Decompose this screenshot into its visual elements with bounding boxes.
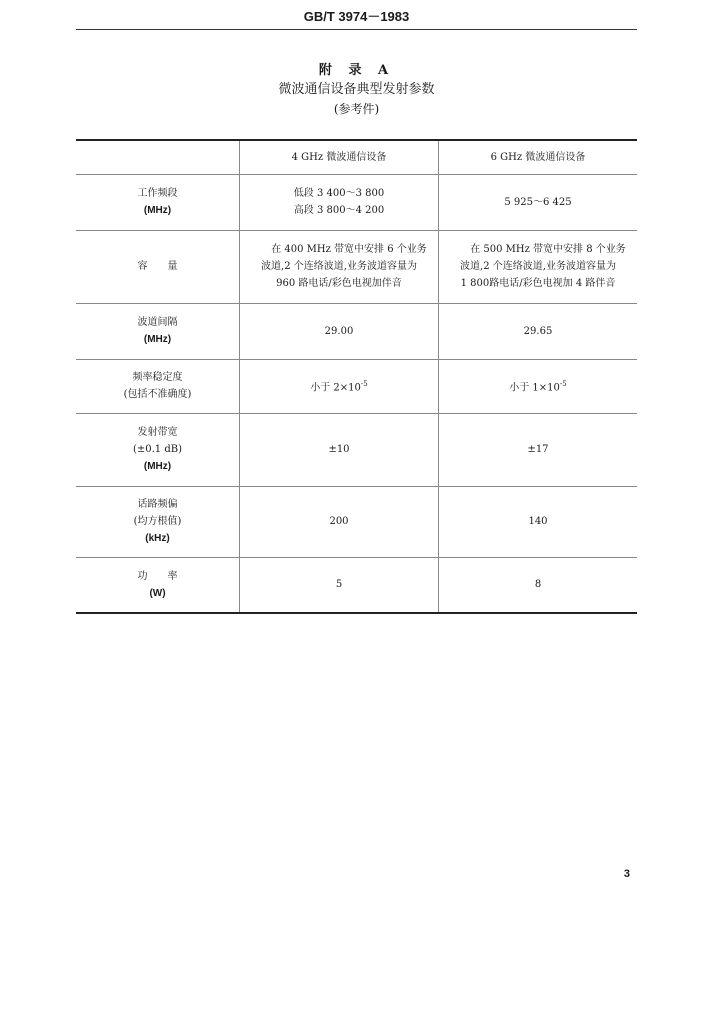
value-cell-6ghz: ±17: [439, 413, 638, 486]
table-row: [76, 174, 637, 230]
param-cell: [76, 486, 240, 557]
param-unit: (MHz): [143, 334, 172, 345]
value-text: 小于 2×10: [310, 382, 361, 394]
value-line: 960 路电话/彩色电视加伴音: [276, 278, 402, 289]
value-cell-6ghz: [439, 359, 638, 413]
table-row: [76, 486, 637, 557]
value-cell-4ghz: 29.00: [240, 303, 439, 359]
table-row: [76, 413, 637, 486]
param-unit: (kHz): [145, 533, 170, 544]
table-row: [76, 359, 637, 413]
annex-title-block: [76, 62, 637, 118]
parameters-table: [76, 139, 637, 614]
param-label: 功 率: [137, 570, 178, 582]
value-cell-6ghz: [439, 230, 638, 303]
param-label: 波道间隔: [137, 317, 178, 328]
value-cell-4ghz: [240, 174, 439, 230]
param-cell: [76, 230, 240, 303]
param-cell: [76, 174, 240, 230]
value-cell-4ghz: [240, 359, 439, 413]
header-cell-6ghz: 6 GHz 微波通信设备: [439, 140, 638, 174]
param-unit: (MHz): [143, 205, 172, 216]
table-header-row: [76, 140, 637, 174]
value-cell-4ghz: 200: [240, 486, 439, 557]
param-cell: [76, 303, 240, 359]
param-qualifier: (包括不准确度): [123, 389, 192, 400]
value-line: 在 500 MHz 带宽中安排 8 个业务: [470, 244, 626, 255]
value-cell-6ghz: 140: [439, 486, 638, 557]
value-cell-4ghz: 5: [240, 557, 439, 613]
param-qualifier: (±0.1 dB): [132, 444, 182, 455]
value-line: 低段 3 400～3 800: [293, 188, 385, 199]
value-line: 波道,2 个连络波道,业务波道容量为: [460, 261, 616, 272]
value-cell-6ghz: 8: [439, 557, 638, 613]
param-unit: (MHz): [143, 461, 172, 472]
value-text: 小于 1×10: [509, 382, 560, 394]
table-row: [76, 303, 637, 359]
value-line: 1 800路电话/彩色电视加 4 路伴音: [460, 278, 616, 289]
value-line: 在 400 MHz 带宽中安排 6 个业务: [271, 244, 427, 255]
value-cell-6ghz: [439, 174, 638, 230]
param-qualifier: (均方根值): [133, 516, 182, 527]
header-cell-4ghz: 4 GHz 微波通信设备: [240, 140, 439, 174]
param-cell: [76, 413, 240, 486]
param-label: 容 量: [137, 261, 178, 272]
annex-note: (参考件): [333, 102, 380, 116]
param-label: 话路频偏: [137, 499, 178, 510]
page-header: [76, 8, 637, 30]
table-row: [76, 557, 637, 613]
param-cell: [76, 359, 240, 413]
page-number: 3: [623, 868, 630, 880]
value-line: 高段 3 800～4 200: [293, 205, 385, 216]
value-cell-4ghz: ±10: [240, 413, 439, 486]
value-line: 5 925～6 425: [504, 196, 572, 208]
value-exponent: -5: [559, 379, 567, 388]
table-row: [76, 230, 637, 303]
param-label: 发射带宽: [137, 427, 178, 438]
param-label: 工作频段: [137, 188, 178, 199]
param-label: 频率稳定度: [132, 372, 183, 383]
value-exponent: -5: [360, 379, 368, 388]
header-cell-blank: [76, 140, 240, 174]
param-cell: [76, 557, 240, 613]
standard-number: GB/T 3974－1983: [303, 9, 410, 24]
value-line: 波道,2 个连络波道,业务波道容量为: [261, 261, 417, 272]
value-cell-4ghz: [240, 230, 439, 303]
annex-label: 附 录 A: [318, 63, 395, 78]
value-cell-6ghz: 29.65: [439, 303, 638, 359]
annex-title: 微波通信设备典型发射参数: [278, 82, 435, 97]
param-unit: (W): [149, 587, 166, 599]
